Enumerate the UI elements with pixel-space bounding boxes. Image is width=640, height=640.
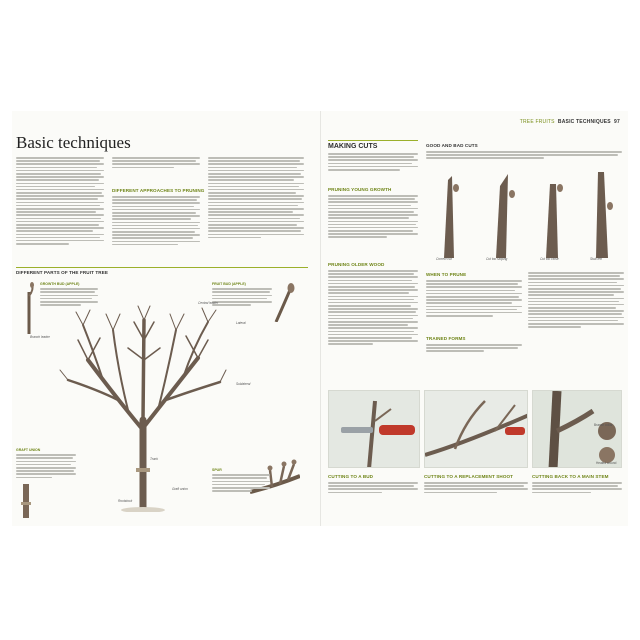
trained-forms-body bbox=[426, 344, 522, 358]
caption-spur-title: SPUR bbox=[212, 468, 222, 472]
caption-spur bbox=[212, 468, 308, 492]
running-head-section: TREE FRUITS bbox=[519, 119, 555, 125]
caption-stem-body bbox=[532, 482, 622, 500]
heading-making-cuts: MAKING CUTS bbox=[328, 143, 378, 150]
book-gutter bbox=[320, 111, 321, 526]
caption-fruit-bud-title: FRUIT BUD (APPLE) bbox=[212, 282, 246, 286]
heading-pruning-young: PRUNING YOUNG GROWTH bbox=[328, 187, 392, 192]
good-bad-intro bbox=[426, 151, 622, 163]
running-head-subsection: BASIC TECHNIQUES bbox=[557, 119, 611, 125]
caption-growth-bud-title: GROWTH BUD (APPLE) bbox=[40, 282, 80, 286]
caption-bud-body bbox=[328, 482, 418, 500]
main-stem-illustration bbox=[533, 391, 622, 468]
fruit-tree-illustration bbox=[58, 300, 228, 512]
label-sublateral: Sublateral bbox=[236, 382, 251, 386]
pruning-older-body bbox=[328, 270, 418, 382]
photo-cutting-to-bud bbox=[328, 390, 420, 468]
when-to-prune-body bbox=[426, 280, 522, 334]
caption-cutting-to-stem: CUTTING BACK TO A MAIN STEM bbox=[532, 474, 609, 479]
heading-pruning-older: PRUNING OLDER WOOD bbox=[328, 262, 385, 267]
page-title: Basic techniques bbox=[16, 133, 131, 152]
graft-union-illustration bbox=[16, 484, 36, 518]
body-column-2b bbox=[112, 196, 200, 262]
label-branch-collar: Branch collar bbox=[594, 423, 613, 427]
label-branch-leader: Branch leader bbox=[30, 335, 50, 339]
subhead-approaches: DIFFERENT APPROACHES TO PRUNING bbox=[112, 188, 205, 193]
body-column-3 bbox=[208, 157, 304, 262]
making-cuts-body bbox=[328, 153, 418, 185]
label-graft-union: Graft union bbox=[172, 487, 188, 491]
good-bad-cuts-illustration bbox=[426, 166, 622, 258]
label-central-leader: Central leader bbox=[198, 301, 219, 305]
running-head bbox=[520, 119, 620, 125]
body-column-1 bbox=[16, 157, 104, 262]
fruit-bud-illustration bbox=[274, 282, 302, 322]
growth-bud-illustration bbox=[20, 282, 38, 334]
page-number: 97 bbox=[614, 119, 620, 125]
label-lateral: Lateral bbox=[236, 321, 246, 325]
photo-cutting-to-shoot bbox=[424, 390, 528, 468]
secateurs-bud-illustration bbox=[329, 391, 420, 468]
label-healed-wound: Healed wound bbox=[596, 461, 617, 465]
caption-graft-union-title: GRAFT UNION bbox=[16, 448, 41, 452]
heading-good-bad-cuts: GOOD AND BAD CUTS bbox=[426, 143, 478, 148]
when-to-prune-body-2 bbox=[528, 272, 624, 356]
replacement-shoot-illustration bbox=[425, 391, 528, 468]
heading-when-to-prune: WHEN TO PRUNE bbox=[426, 272, 467, 277]
caption-cutting-to-shoot: CUTTING TO A REPLACEMENT SHOOT bbox=[424, 474, 514, 479]
label-rootstock: Rootstock bbox=[118, 499, 133, 503]
heading-trained-forms: TRAINED FORMS bbox=[426, 336, 466, 341]
section-rule bbox=[16, 267, 308, 268]
cut-label-correct: Correct cut bbox=[436, 257, 452, 261]
cut-label-stub: Stub left bbox=[590, 257, 602, 261]
cut-label-close: Cut too close bbox=[540, 257, 559, 261]
caption-graft-union bbox=[16, 448, 76, 478]
caption-shoot-body bbox=[424, 482, 528, 500]
caption-cutting-to-bud: CUTTING TO A BUD bbox=[328, 474, 374, 479]
subhead-parts: DIFFERENT PARTS OF THE FRUIT TREE bbox=[16, 270, 109, 275]
pruning-young-body bbox=[328, 195, 418, 259]
rule-making-cuts bbox=[328, 140, 418, 141]
cut-label-sloping: Cut too sloping bbox=[486, 257, 508, 261]
photo-cutting-to-stem bbox=[532, 390, 622, 468]
label-trunk: Trunk bbox=[150, 457, 158, 461]
